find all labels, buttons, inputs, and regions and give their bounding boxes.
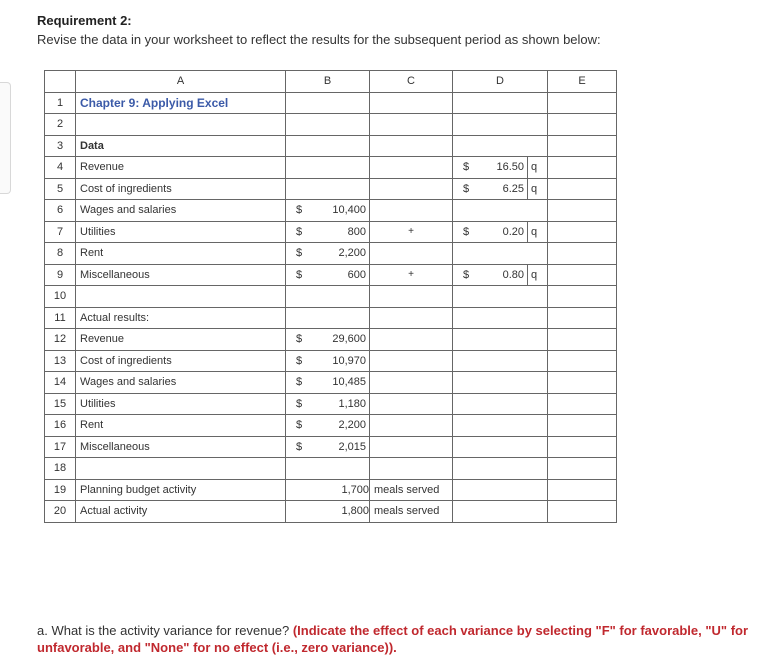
row-number: 9 (45, 264, 76, 286)
row-label: Cost of ingredients (76, 178, 286, 200)
row-label: Utilities (76, 393, 286, 415)
row-number: 3 (45, 135, 76, 157)
cell-d (453, 243, 548, 265)
table-row (45, 393, 617, 415)
table-row (45, 264, 617, 286)
row-number: 8 (45, 243, 76, 265)
table-row (45, 243, 617, 265)
requirement-title: Requirement 2: (37, 13, 132, 28)
table-row (45, 135, 617, 157)
row-number: 19 (45, 479, 76, 501)
column-header-e: E (548, 71, 617, 93)
row-number: 18 (45, 458, 76, 480)
data-section-label: Data (76, 135, 286, 157)
cell-b: 1,800 (286, 501, 370, 523)
row-label: Planning budget activity (76, 479, 286, 501)
row-number: 7 (45, 221, 76, 243)
question-text: a. What is the activity variance for revenue? (37, 623, 290, 638)
cell-b: $ 10,400 (286, 200, 370, 222)
table-row (45, 221, 617, 243)
side-panel-tab[interactable] (0, 82, 11, 194)
column-header-b: B (286, 71, 370, 93)
column-header-c: C (370, 71, 453, 93)
row-number: 16 (45, 415, 76, 437)
row-label: Revenue (76, 329, 286, 351)
cell-d: $ 0.80 q (453, 264, 548, 286)
table-row (45, 200, 617, 222)
cell-c: + (370, 221, 453, 243)
cell-d (453, 200, 548, 222)
cell-b: $ 29,600 (286, 329, 370, 351)
cell-b: $ 2,200 (286, 243, 370, 265)
row-number: 15 (45, 393, 76, 415)
row-number: 1 (45, 92, 76, 114)
cell-c (370, 178, 453, 200)
table-row (45, 114, 617, 136)
row-label: Cost of ingredients (76, 350, 286, 372)
spreadsheet (44, 70, 617, 523)
cell-c: + (370, 264, 453, 286)
table-row (45, 501, 617, 523)
actual-section-label: Actual results: (76, 307, 286, 329)
row-label: Wages and salaries (76, 200, 286, 222)
row-number: 11 (45, 307, 76, 329)
column-header-d: D (453, 71, 548, 93)
cell-b: $ 2,015 (286, 436, 370, 458)
cell-d: $ 0.20 q (453, 221, 548, 243)
table-row (45, 458, 617, 480)
table-row (45, 157, 617, 179)
cell-b: $ 2,200 (286, 415, 370, 437)
row-label: Revenue (76, 157, 286, 179)
row-label: Utilities (76, 221, 286, 243)
cell-c (370, 200, 453, 222)
cell-b (286, 157, 370, 179)
row-number: 5 (45, 178, 76, 200)
question (37, 622, 772, 656)
column-header-a: A (76, 71, 286, 93)
cell-d: $ 6.25 q (453, 178, 548, 200)
row-label: Rent (76, 243, 286, 265)
row-number: 4 (45, 157, 76, 179)
table-row (45, 329, 617, 351)
row-label: Miscellaneous (76, 436, 286, 458)
row-number: 6 (45, 200, 76, 222)
row-number: 13 (45, 350, 76, 372)
table-row (45, 479, 617, 501)
sheet-title: Chapter 9: Applying Excel (76, 92, 286, 114)
cell-b: 1,700 (286, 479, 370, 501)
cell-b: $ 800 (286, 221, 370, 243)
requirement-description: Revise the data in your worksheet to reflect the results for the subsequent period as shown below: (37, 32, 601, 47)
row-label: Actual activity (76, 501, 286, 523)
table-row (45, 92, 617, 114)
table-row (45, 178, 617, 200)
cell-b: $ 10,485 (286, 372, 370, 394)
row-label: Miscellaneous (76, 264, 286, 286)
table-row (45, 372, 617, 394)
row-label: Rent (76, 415, 286, 437)
cell-c (370, 243, 453, 265)
cell-c: meals served (370, 479, 453, 501)
row-number: 20 (45, 501, 76, 523)
row-number: 12 (45, 329, 76, 351)
row-number: 10 (45, 286, 76, 308)
row-number: 17 (45, 436, 76, 458)
table-row (45, 286, 617, 308)
cell-c: meals served (370, 501, 453, 523)
cell-b: $ 600 (286, 264, 370, 286)
table-row (45, 350, 617, 372)
cell-b: $ 10,970 (286, 350, 370, 372)
cell-b (286, 178, 370, 200)
table-row (45, 415, 617, 437)
cell-b: $ 1,180 (286, 393, 370, 415)
row-label: Wages and salaries (76, 372, 286, 394)
row-number: 2 (45, 114, 76, 136)
table-row (45, 307, 617, 329)
table-row (45, 436, 617, 458)
cell-d: $ 16.50 q (453, 157, 548, 179)
question-instruction: (Indicate the effect of each variance by selecting "F" for favorable, "U" for unfavorable, and "None" for no effect (i.e., zero variance)). (37, 623, 749, 655)
corner-cell (45, 71, 76, 93)
row-number: 14 (45, 372, 76, 394)
cell-c (370, 157, 453, 179)
